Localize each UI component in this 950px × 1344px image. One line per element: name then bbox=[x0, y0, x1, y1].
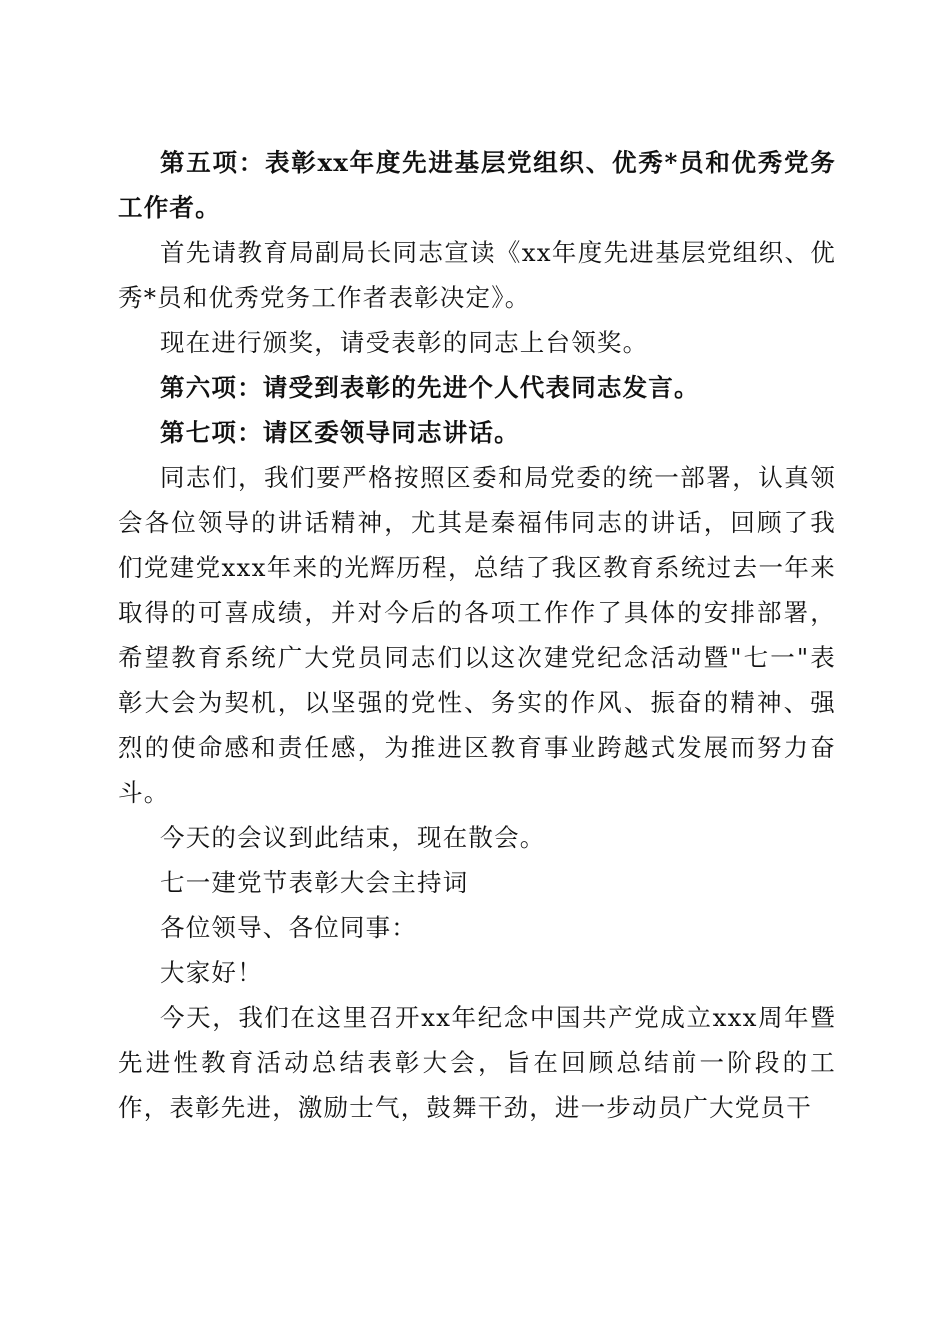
paragraph-announcement: 首先请教育局副局长同志宣读《xx年度先进基层党组织、优秀*员和优秀党务工作者表彰决定》。 bbox=[118, 238, 836, 312]
paragraph-adjourn: 今天的会议到此结束，现在散会。 bbox=[160, 823, 546, 852]
paragraph-salutation: 各位领导、各位同事： bbox=[160, 913, 417, 942]
paragraph-item-7: 第七项：请区委领导同志讲话。 bbox=[160, 418, 520, 447]
paragraph-item-5: 第五项：表彰xx年度先进基层党组织、优秀*员和优秀党务工作者。 bbox=[118, 148, 836, 222]
paragraph-item-6: 第六项：请受到表彰的先进个人代表同志发言。 bbox=[160, 373, 700, 402]
document-page bbox=[118, 140, 836, 1130]
paragraph-greeting: 大家好！ bbox=[160, 958, 263, 987]
section-title: 七一建党节表彰大会主持词 bbox=[160, 868, 469, 897]
paragraph-opening: 今天，我们在这里召开xx年纪念中国共产党成立xxx周年暨先进性教育活动总结表彰大会，旨在回顾总结前一阶段的工作，表彰先进，激励士气，鼓舞干劲，进一步动员广大党员干 bbox=[118, 1003, 836, 1122]
paragraph-awards: 现在进行颁奖，请受表彰的同志上台领奖。 bbox=[160, 328, 649, 357]
paragraph-closing-speech: 同志们，我们要严格按照区委和局党委的统一部署，认真领会各位领导的讲话精神，尤其是秦福伟同志的讲话，回顾了我们党建党xxx年来的光辉历程，总结了我区教育系统过去一年来取得的可喜成绩，并对今后的各项工作作了具体的安排部署，希望教育系统广大党员同志们以这次建党纪念活动暨"七一"表彰大会为契机，以坚强的党性、务实的作风、振奋的精神、强烈的使命感和责任感，为推进区教育事业跨越式发展而努力奋斗。 bbox=[118, 463, 836, 807]
